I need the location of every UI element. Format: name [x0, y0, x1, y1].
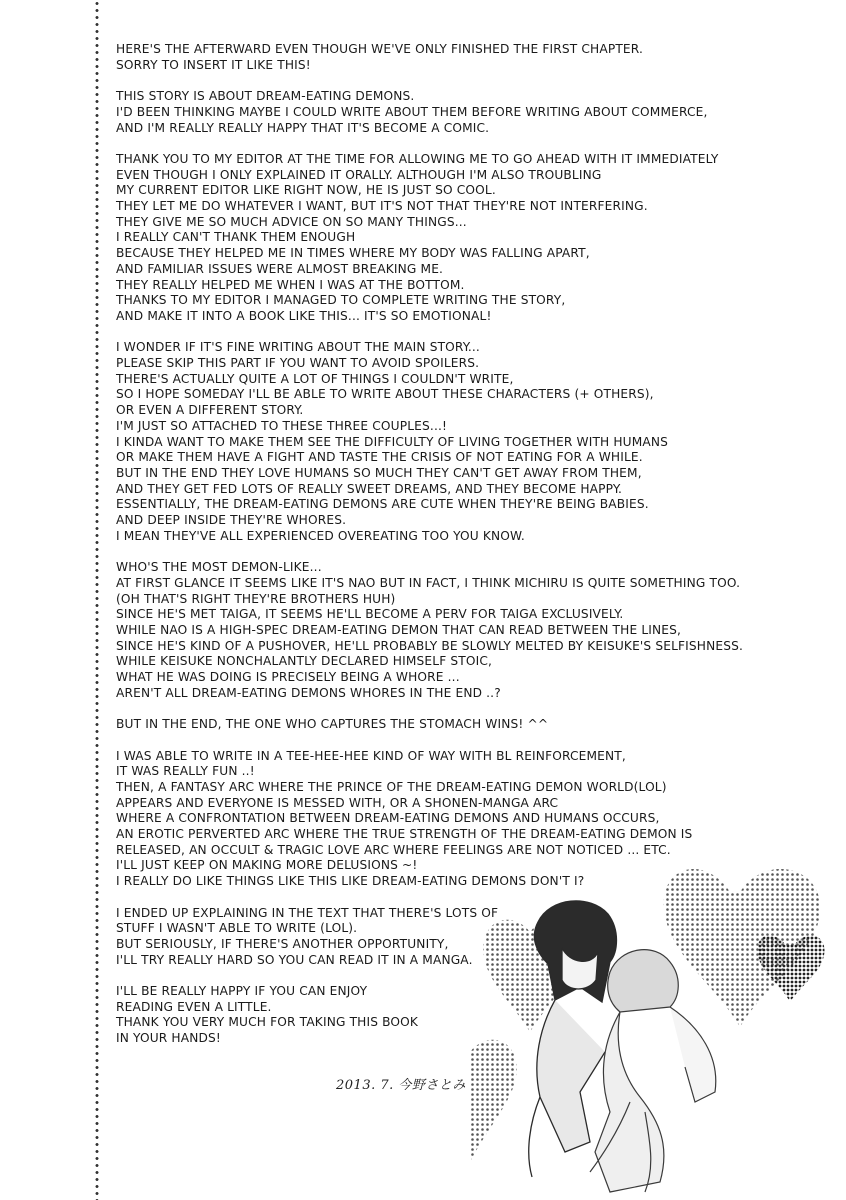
text-line: AND DEEP INSIDE THEY'RE WHORES. — [116, 513, 347, 528]
text-line: THEY GIVE ME SO MUCH ADVICE ON SO MANY THINGS... — [116, 214, 467, 229]
text-line: THANKS TO MY EDITOR I MANAGED TO COMPLETE WRITING THE STORY, — [116, 293, 566, 308]
text-line: THEY REALLY HELPED ME WHEN I WAS AT THE BOTTOM. — [116, 277, 465, 292]
text-line: THIS STORY IS ABOUT DREAM-EATING DEMONS. — [116, 89, 415, 104]
paragraph — [116, 717, 756, 733]
text-line: AND MAKE IT INTO A BOOK LIKE THIS... IT'S SO EMOTIONAL! — [116, 308, 492, 323]
text-line: WHILE KEISUKE NONCHALANTLY DECLARED HIMSELF STOIC, — [116, 654, 493, 669]
text-line: THANK YOU VERY MUCH FOR TAKING THIS BOOK — [116, 1015, 419, 1030]
text-line: MY CURRENT EDITOR LIKE RIGHT NOW, HE IS JUST SO COOL. — [116, 183, 496, 198]
text-line: I REALLY DO LIKE THINGS LIKE THIS LIKE DREAM-EATING DEMONS DON'T I? — [116, 874, 585, 889]
text-line: THEN, A FANTASY ARC WHERE THE PRINCE OF THE DREAM-EATING DEMON WORLD(LOL) — [116, 779, 667, 794]
paragraph — [116, 42, 756, 73]
text-line: HERE'S THE AFTERWARD EVEN THOUGH WE'VE ONLY FINISHED THE FIRST CHAPTER. — [116, 42, 643, 56]
text-line: STUFF I WASN'T ABLE TO WRITE (LOL). — [116, 921, 358, 936]
text-line: WHERE A CONFRONTATION BETWEEN DREAM-EATING DEMONS AND HUMANS OCCURS, — [116, 811, 660, 826]
text-line: AREN'T ALL DREAM-EATING DEMONS WHORES IN THE END ..? — [116, 685, 501, 700]
text-line: I'LL JUST KEEP ON MAKING MORE DELUSIONS ~! — [116, 858, 418, 873]
text-line: I'LL BE REALLY HAPPY IF YOU CAN ENJOY — [116, 984, 368, 999]
text-line: BUT SERIOUSLY, IF THERE'S ANOTHER OPPORTUNITY, — [116, 936, 449, 951]
text-line: AND FAMILIAR ISSUES WERE ALMOST BREAKING ME. — [116, 261, 444, 276]
text-line: I WAS ABLE TO WRITE IN A TEE-HEE-HEE KIND OF WAY WITH BL REINFORCEMENT, — [116, 748, 626, 763]
text-line: SINCE HE'S KIND OF A PUSHOVER, HE'LL PROBABLY BE SLOWLY MELTED BY KEISUKE'S SELFISHNESS. — [116, 638, 744, 653]
text-line: (OH THAT'S RIGHT THEY'RE BROTHERS HUH) — [116, 591, 396, 606]
text-line: AND THEY GET FED LOTS OF REALLY SWEET DREAMS, AND THEY BECOME HAPPY. — [116, 481, 623, 496]
text-line: WHAT HE WAS DOING IS PRECISELY BEING A WHORE ... — [116, 670, 460, 685]
text-line: I KINDA WANT TO MAKE THEM SEE THE DIFFICULTY OF LIVING TOGETHER WITH HUMANS — [116, 434, 669, 449]
illustration-area — [470, 852, 846, 1200]
text-line: SO I HOPE SOMEDAY I'LL BE ABLE TO WRITE ABOUT THESE CHARACTERS (+ OTHERS), — [116, 387, 654, 402]
text-line: BECAUSE THEY HELPED ME IN TIMES WHERE MY BODY WAS FALLING APART, — [116, 246, 590, 261]
text-line: SORRY TO INSERT IT LIKE THIS! — [116, 57, 311, 72]
text-line: SINCE HE'S MET TAIGA, IT SEEMS HE'LL BECOME A PERV FOR TAIGA EXCLUSIVELY. — [116, 607, 624, 622]
text-line: EVEN THOUGH I ONLY EXPLAINED IT ORALLY. ALTHOUGH I'M ALSO TROUBLING — [116, 167, 602, 182]
text-line: WHILE NAO IS A HIGH-SPEC DREAM-EATING DEMON THAT CAN READ BETWEEN THE LINES, — [116, 622, 682, 637]
author-signature: 2013. 7. 今野さとみ — [336, 1078, 466, 1093]
text-line: APPEARS AND EVERYONE IS MESSED WITH, OR A SHONEN-MANGA ARC — [116, 795, 559, 810]
text-line: AND I'M REALLY REALLY HAPPY THAT IT'S BECOME A COMIC. — [116, 120, 490, 135]
text-line: BUT IN THE END THEY LOVE HUMANS SO MUCH THEY CAN'T GET AWAY FROM THEM, — [116, 465, 642, 480]
text-line: I'M JUST SO ATTACHED TO THESE THREE COUPLES...! — [116, 418, 448, 433]
text-line: I REALLY CAN'T THANK THEM ENOUGH — [116, 230, 356, 245]
text-line: I WONDER IF IT'S FINE WRITING ABOUT THE MAIN STORY... — [116, 340, 480, 355]
paragraph — [116, 152, 756, 325]
heart-icon — [470, 1040, 517, 1162]
text-line: I MEAN THEY'VE ALL EXPERIENCED OVEREATING TOO YOU KNOW. — [116, 528, 525, 543]
text-line: IT WAS REALLY FUN ..! — [116, 764, 255, 779]
text-line: AN EROTIC PERVERTED ARC WHERE THE TRUE STRENGTH OF THE DREAM-EATING DEMON IS — [116, 827, 693, 842]
text-line: OR MAKE THEM HAVE A FIGHT AND TASTE THE CRISIS OF NOT EATING FOR A WHILE. — [116, 450, 643, 465]
text-line: I'LL TRY REALLY HARD SO YOU CAN READ IT IN A MANGA. — [116, 952, 473, 967]
paragraph — [116, 89, 756, 136]
character-illustration — [590, 950, 716, 1192]
text-line: I'D BEEN THINKING MAYBE I COULD WRITE ABOUT THEM BEFORE WRITING ABOUT COMMERCE, — [116, 104, 708, 119]
text-line: THANK YOU TO MY EDITOR AT THE TIME FOR ALLOWING ME TO GO AHEAD WITH IT IMMEDIATELY — [116, 151, 719, 166]
text-line: I ENDED UP EXPLAINING IN THE TEXT THAT THERE'S LOTS OF — [116, 905, 499, 920]
text-line: READING EVEN A LITTLE. — [116, 999, 272, 1014]
dotted-page-border — [94, 0, 100, 1200]
text-line: ESSENTIALLY, THE DREAM-EATING DEMONS ARE CUTE WHEN THEY'RE BEING BABIES. — [116, 497, 649, 512]
text-line: AT FIRST GLANCE IT SEEMS LIKE IT'S NAO BUT IN FACT, I THINK MICHIRU IS QUITE SOMETHING TOO. — [116, 575, 741, 590]
text-line: IN YOUR HANDS! — [116, 1031, 221, 1046]
paragraph — [116, 340, 756, 544]
text-line: PLEASE SKIP THIS PART IF YOU WANT TO AVOID SPOILERS. — [116, 356, 480, 371]
text-line: OR EVEN A DIFFERENT STORY. — [116, 403, 304, 418]
text-line: THERE'S ACTUALLY QUITE A LOT OF THINGS I COULDN'T WRITE, — [116, 371, 514, 386]
text-line: WHO'S THE MOST DEMON-LIKE... — [116, 560, 322, 575]
paragraph — [116, 560, 756, 701]
text-line: THEY LET ME DO WHATEVER I WANT, BUT IT'S NOT THAT THEY'RE NOT INTERFERING. — [116, 199, 648, 213]
text-line: BUT IN THE END, THE ONE WHO CAPTURES THE STOMACH WINS! ^^ — [116, 717, 549, 732]
text-line: RELEASED, AN OCCULT & TRAGIC LOVE ARC WHERE FEELINGS ARE NOT NOTICED ... ETC. — [116, 842, 671, 857]
